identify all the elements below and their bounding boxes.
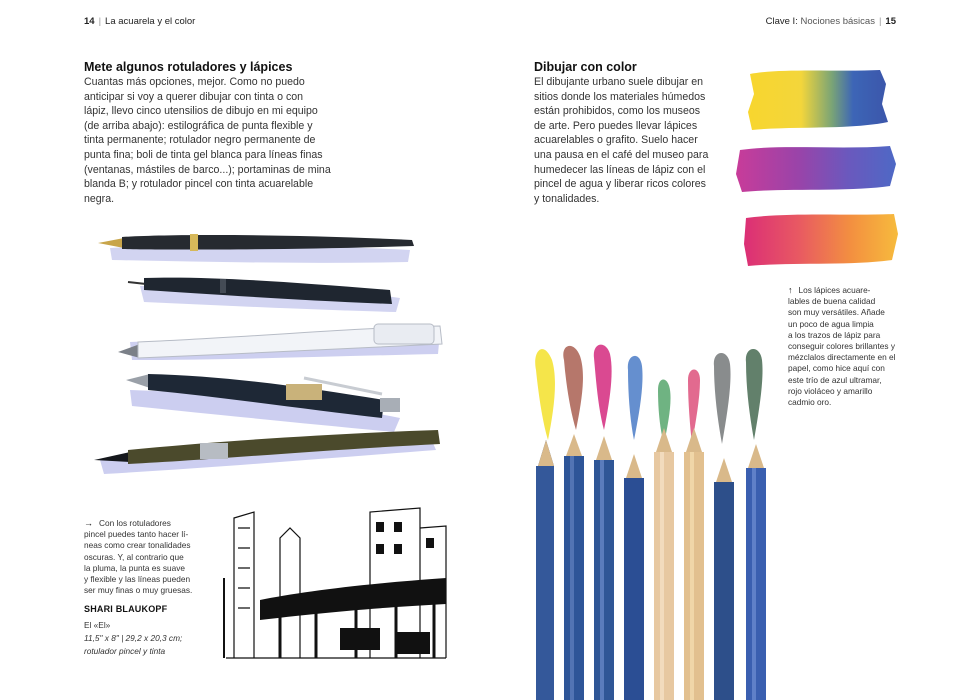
pencil-blue-1	[536, 440, 554, 700]
body-line: tinta permanente; rotulador negro permanente de	[84, 134, 316, 147]
left-page-number: 14	[84, 16, 95, 27]
colored-pencils-illustration	[530, 340, 780, 700]
right-section-title: Dibujar con color	[534, 60, 637, 74]
caption-line: pincel puedes tanto hacer lí-	[84, 529, 189, 540]
right-section-body	[534, 75, 714, 206]
pencil-blue-4	[624, 454, 644, 700]
caption-line: son muy versátiles. Añade	[788, 307, 885, 318]
body-line: Cuantas más opciones, mejor. Como no puedo	[84, 76, 305, 88]
left-section-body	[84, 75, 336, 206]
pens-illustration	[90, 228, 450, 478]
pencil-blue-6	[746, 444, 766, 700]
caption-line: papel, como hice aquí con	[788, 363, 885, 374]
body-line: y tonalidades.	[534, 192, 600, 205]
arrow-up-icon: ↑	[788, 285, 793, 295]
arrow-right-icon: →	[84, 518, 93, 528]
watercolor-swatches-illustration	[730, 64, 910, 279]
swatch-violet	[736, 146, 896, 192]
caption-line: ser muy finas o muy gruesas.	[84, 585, 193, 596]
caption-line: cadmio oro.	[788, 397, 832, 408]
right-section-name: Nociones básicas	[800, 16, 875, 27]
body-line: anticipar si voy a querer dibujar con tinta o con	[84, 90, 304, 103]
body-line: negra.	[84, 192, 115, 205]
right-page-number: 15	[885, 16, 896, 27]
pencil-blue-5	[714, 458, 734, 700]
artist-name: SHARI BLAUKOPF	[84, 604, 168, 615]
caption-line: rojo violáceo y amarillo	[788, 385, 873, 396]
caption-line: oscuras. Y, al contrario que	[84, 551, 184, 562]
pencil-natural-2	[684, 428, 704, 700]
pencil-blue-2	[564, 434, 584, 700]
body-line: (de arriba abajo): estilográfica de punta flexible y	[84, 119, 313, 132]
body-line: (ventanas, mástiles de barco...); portaminas de mina	[84, 163, 331, 176]
swatch-yellow-blue	[748, 70, 888, 130]
body-line: están prohibidos, como los museos	[534, 105, 701, 118]
caption-line: ↑ Los lápices acuare-	[788, 285, 871, 295]
caption-line: mézclalos directamente en el	[788, 352, 896, 363]
right-section-label: Clave I:	[765, 16, 798, 27]
caption-line: la pluma, la punta es suave	[84, 562, 186, 573]
artwork-medium: rotulador pincel y tinta	[84, 646, 166, 657]
body-line: una pausa en el café del museo para	[534, 148, 709, 161]
artwork-specs: 11,5" x 8" | 29,2 x 20,3 cm;	[84, 632, 183, 643]
caption-line: a los trazos de lápiz para	[788, 329, 881, 340]
body-line: lápiz, llevo cinco utensilios de dibujo en mi equipo	[84, 105, 318, 118]
right-running-head: Clave I: Nociones básicas | 15	[765, 16, 896, 27]
swatches-caption	[788, 285, 900, 408]
body-line: humedecer las líneas de lápiz con el	[534, 163, 706, 176]
swatch-red-orange	[744, 214, 898, 266]
body-line: sitios donde los materiales húmedos	[534, 90, 706, 103]
elevated-train	[260, 578, 446, 620]
body-line: pincel de agua y liberar ricos colores	[534, 178, 706, 191]
left-chapter-title: La acuarela y el color	[105, 16, 196, 27]
body-line: blanda B; y rotulador pincel con tinta acuarelable	[84, 178, 314, 191]
body-line: El dibujante urbano suele dibujar en	[534, 76, 704, 88]
body-line: punta fina; boli de tinta gel blanca para líneas finas	[84, 148, 323, 161]
pencil-blue-3	[594, 436, 614, 700]
caption-line: conseguir colores brillantes y	[788, 341, 895, 352]
caption-line: neas como crear tonalidades	[84, 540, 191, 551]
body-line: acuarelables o grafito. Suelo hacer	[534, 134, 698, 147]
body-line: de arte. Pero puedes llevar lápices	[534, 119, 698, 132]
caption-line: → Con los rotuladores	[84, 518, 171, 528]
left-section-title: Mete algunos rotuladores y lápices	[84, 60, 293, 74]
caption-line: lables de buena calidad	[788, 296, 876, 307]
ink-city-sketch	[220, 508, 450, 666]
pens-caption	[84, 518, 194, 657]
caption-line: y flexible y las líneas pueden	[84, 574, 191, 585]
artwork-title: El «El»	[84, 619, 111, 630]
caption-line: un poco de agua limpia	[788, 318, 874, 329]
left-running-head: 14 | La acuarela y el color	[84, 16, 196, 27]
pencil-natural-1	[654, 428, 674, 700]
caption-line: este trío de azul ultramar,	[788, 374, 882, 385]
